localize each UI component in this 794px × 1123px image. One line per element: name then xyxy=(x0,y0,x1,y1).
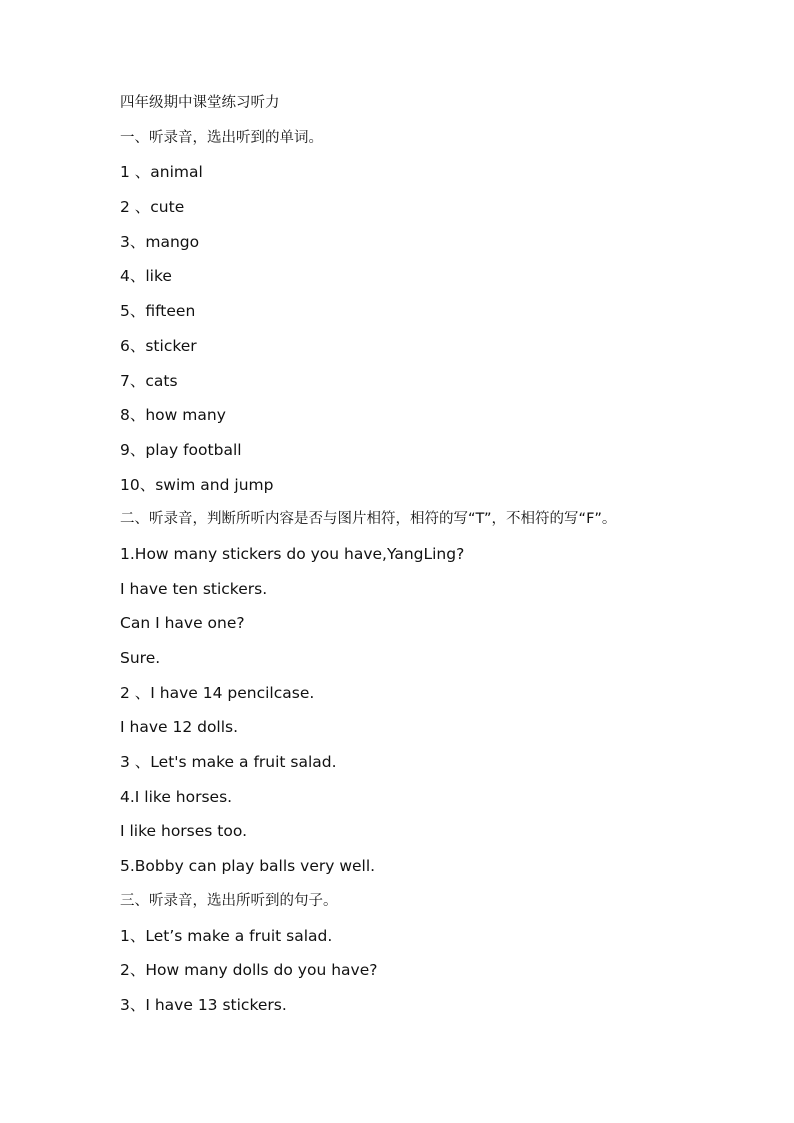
section-2-line: 2 、I have 14 pencilcase. xyxy=(120,683,315,702)
section-1-item: 9、play football xyxy=(120,440,242,459)
page-title: 四年级期中课堂练习听力 xyxy=(120,95,280,111)
section-2-line: Sure. xyxy=(120,649,161,667)
section-3-item: 3、I have 13 stickers. xyxy=(120,995,287,1014)
section-2-line: 1.How many stickers do you have,YangLing? xyxy=(120,544,465,563)
section-2-line: I have ten stickers. xyxy=(120,579,268,598)
section-1-item: 10、swim and jump xyxy=(120,475,274,494)
section-1-item: 5、fifteen xyxy=(120,302,196,321)
section-2-heading: 二、听录音，判断所听内容是否与图片相符，相符的写“T”，不相符的写“F”。 xyxy=(120,511,617,528)
document-body xyxy=(120,92,760,1029)
section-2-line: I like horses too. xyxy=(120,822,247,841)
section-1-item: 3、mango xyxy=(120,232,200,251)
section-3-heading: 三、听录音，选出所听到的句子。 xyxy=(120,892,338,909)
section-1-item: 8、how many xyxy=(120,406,226,425)
section-2-line: I have 12 dolls. xyxy=(120,718,239,737)
section-2-line: 4.I like horses. xyxy=(120,787,233,806)
section-1-item: 1 、animal xyxy=(120,163,203,182)
section-3-item: 2、How many dolls do you have? xyxy=(120,961,378,980)
section-1-item: 7、cats xyxy=(120,371,178,390)
section-1-item: 6、sticker xyxy=(120,336,197,355)
section-1-heading: 一、听录音，选出听到的单词。 xyxy=(120,129,323,146)
section-2-line: 3 、Let's make a fruit salad. xyxy=(120,753,337,772)
section-2-line: 5.Bobby can play balls very well. xyxy=(120,857,376,876)
section-3-item: 1、Let’s make a fruit salad. xyxy=(120,926,333,945)
section-2-line: Can I have one? xyxy=(120,614,245,633)
section-1-item: 4、like xyxy=(120,267,172,286)
section-1-item: 2 、cute xyxy=(120,198,185,217)
